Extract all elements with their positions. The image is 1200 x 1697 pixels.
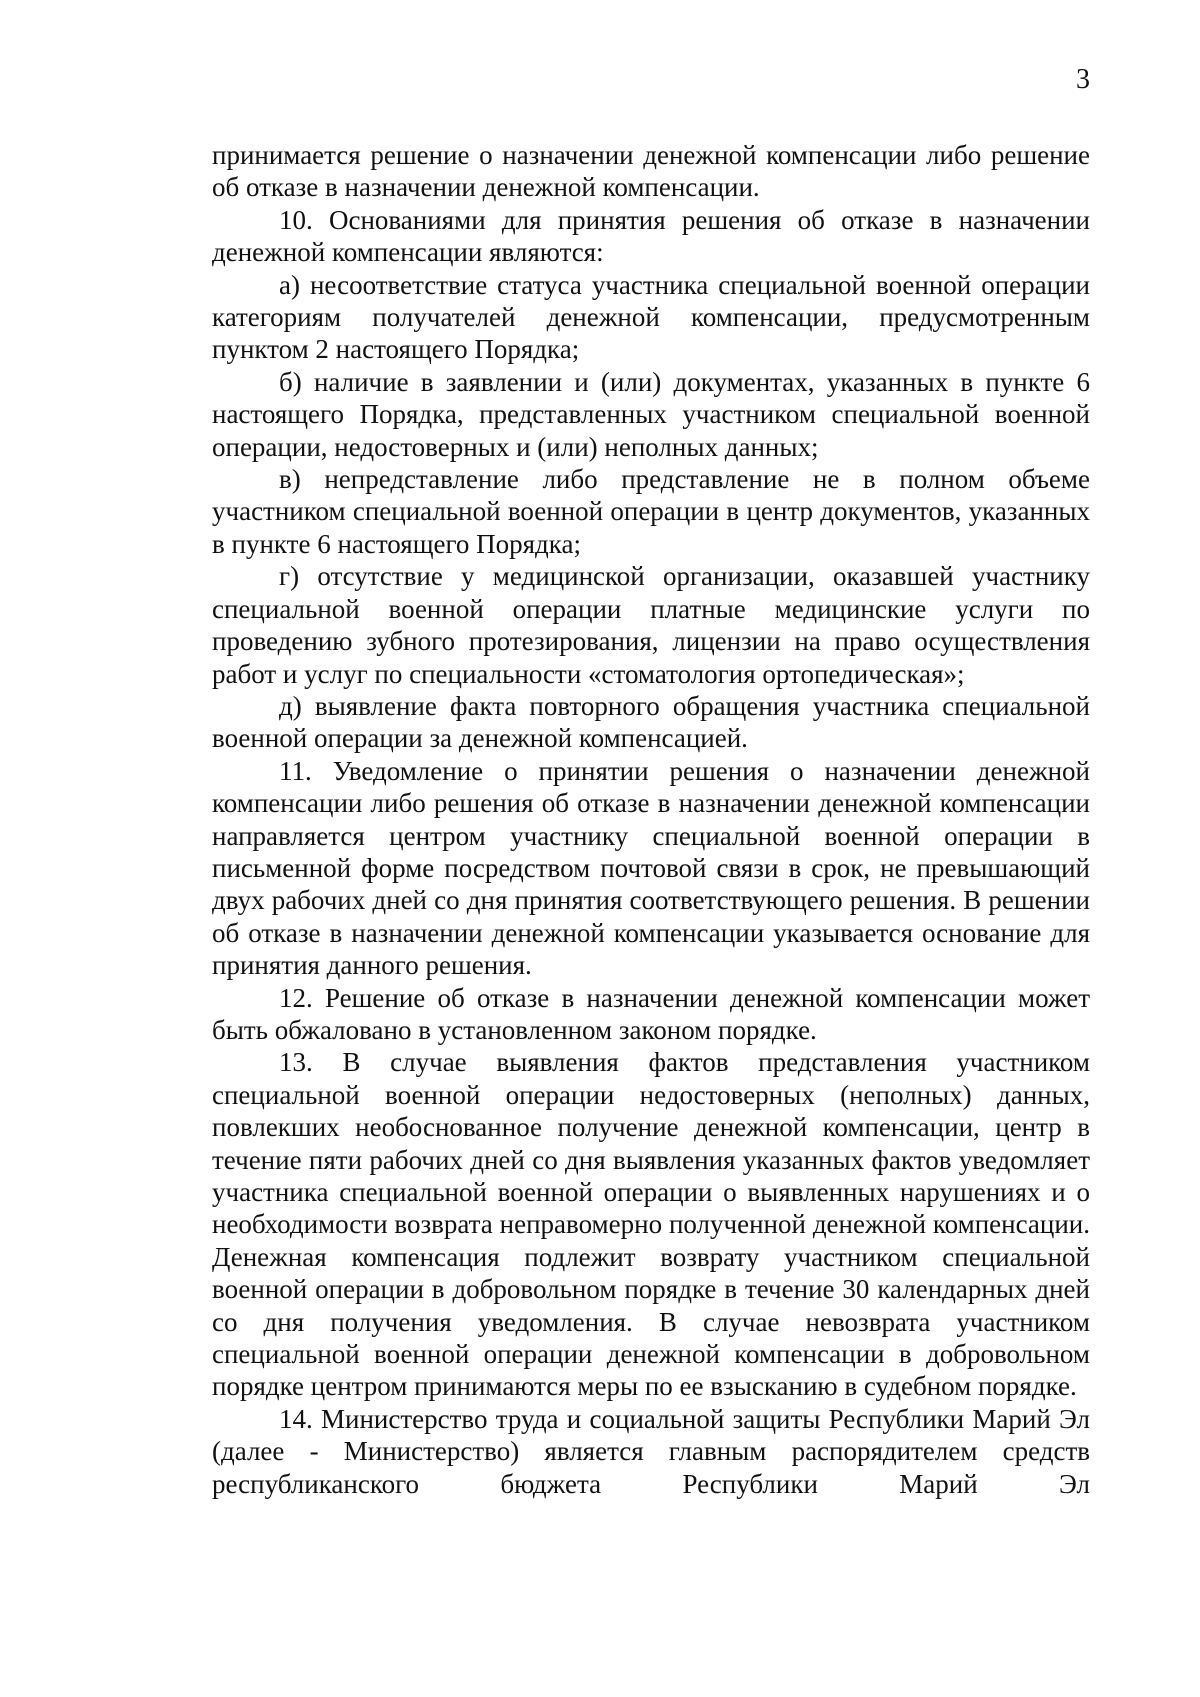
paragraph-subitem-v: в) непредставление либо представление не в полном объеме участником специальной военной операции в центр документов, указанных в пункте 6 настоящего Порядка;: [212, 464, 1090, 559]
paragraph-item-14: 14. Министерство труда и социальной защиты Республики Марий Эл (далее - Министерство) является главным распорядителем средств республиканского бюджета Республики Марий Эл: [212, 1403, 1090, 1499]
paragraph-subitem-d: д) выявление факта повторного обращения участника специальной военной операции за денежной компенсацией.: [212, 690, 1090, 754]
paragraph-item-11: 11. Уведомление о принятии решения о назначении денежной компенсации либо решения об отказе в назначении денежной компенсации направляется центром участнику специальной военной операции в письменной форме посредством почтовой связи в срок, не превышающий двух рабочих дней со дня принятия соответствующего решения. В решении об отказе в назначении денежной компенсации указывается основание для принятия данного решения.: [212, 755, 1090, 981]
document-body: [212, 139, 1090, 1500]
page-number: 3: [1076, 64, 1090, 95]
paragraph-subitem-b: б) наличие в заявлении и (или) документах, указанных в пункте 6 настоящего Порядка, представленных участником специальной военной операции, недостоверных и (или) неполных данных;: [212, 366, 1090, 462]
paragraph-item-13: 13. В случае выявления фактов представления участником специальной военной операции недостоверных (неполных) данных, повлекших необоснованное получение денежной компенсации, центр в течение пяти рабочих дней со дня выявления указанных фактов уведомляет участника специальной военной операции о выявленных нарушениях и о необходимости возврата неправомерно полученной денежной компенсации. Денежная компенсация подлежит возврату участником специальной военной операции в добровольном порядке в течение 30 календарных дней со дня получения уведомления. В случае невозврата участником специальной военной операции денежной компенсации в добровольном порядке центром принимаются меры по ее взысканию в судебном порядке.: [212, 1047, 1090, 1402]
paragraph-item-12: 12. Решение об отказе в назначении денежной компенсации может быть обжаловано в установленном законом порядке.: [212, 982, 1090, 1045]
paragraph-subitem-a: а) несоответствие статуса участника специальной военной операции категориям получателей денежной компенсации, предусмотренным пунктом 2 настоящего Порядка;: [212, 269, 1090, 365]
paragraph-item-10: 10. Основаниями для принятия решения об отказе в назначении денежной компенсации являются:: [212, 204, 1090, 268]
paragraph-subitem-g: г) отсутствие у медицинской организации, оказавшей участнику специальной военной операции платные медицинские услуги по проведению зубного протезирования, лицензии на право осуществления работ и услуг по специальности «стоматология ортопедическая»;: [212, 561, 1090, 689]
paragraph-continuation: принимается решение о назначении денежной компенсации либо решение об отказе в назначении денежной компенсации.: [212, 140, 1090, 203]
